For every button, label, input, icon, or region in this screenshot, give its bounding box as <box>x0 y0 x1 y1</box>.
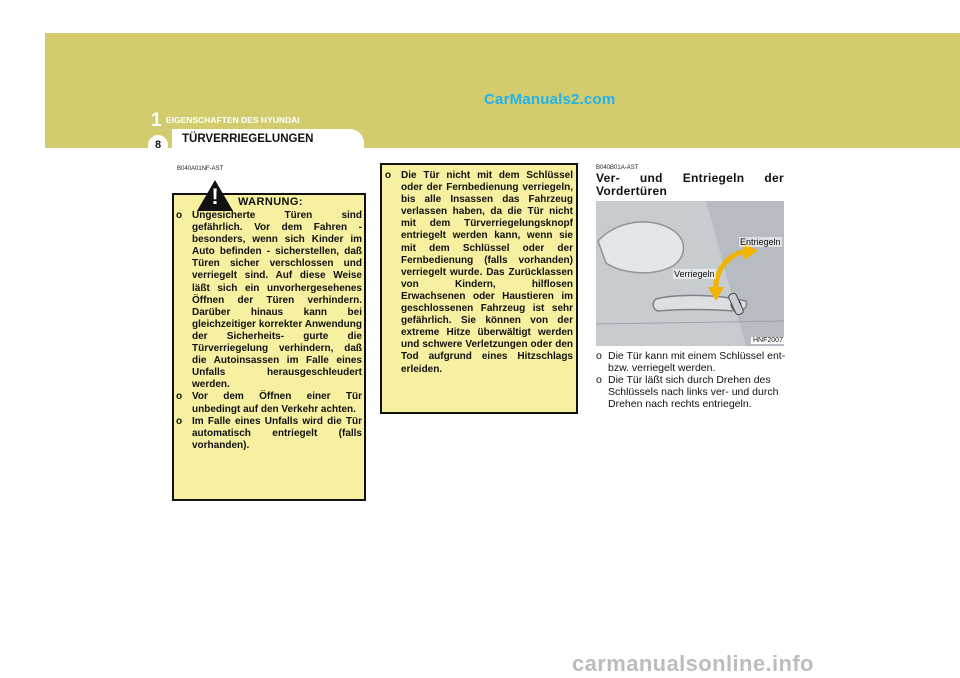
warning-2-item <box>385 170 573 376</box>
front-doors-item-text: Die Tür kann mit einem Schlüssel ent- bzw. verriegelt werden. <box>608 350 786 374</box>
bullet-mark: o <box>176 391 183 403</box>
figure-code: HNF2007 <box>753 337 783 344</box>
label-lock: Verriegeln <box>674 269 715 279</box>
front-doors-item <box>596 374 786 410</box>
front-doors-heading: Ver- und Entriegeln der Vordertüren <box>596 171 784 198</box>
bullet-mark: o <box>596 350 602 362</box>
warning-code: B040A01NF-AST <box>177 166 224 172</box>
label-unlock: Entriegeln <box>740 237 781 247</box>
bullet-mark: o <box>176 210 183 221</box>
warning-1-list <box>176 210 362 452</box>
watermark-bottom-link[interactable]: carmanualsonline.info <box>572 651 814 676</box>
page-number: 8 <box>148 135 168 155</box>
bullet-mark: o <box>176 415 183 427</box>
front-doors-code: B040B01A-AST <box>596 165 639 171</box>
section-title: TÜRVERRIEGELUNGEN <box>182 133 314 145</box>
warning-title: WARNUNG: <box>238 196 303 208</box>
warning-icon-mark: ! <box>211 184 219 209</box>
chapter-title: EIGENSCHAFTEN DES HYUNDAI <box>166 115 300 125</box>
bullet-mark: o <box>385 170 392 181</box>
warning-1-item-text: Ungesicherte Türen sind gefährlich. Vor dem Fahren - besonders, wenn sich Kinder im Auto befinden - sicherstellen, daß Türen sicher verschlossen und verriegelt sind. Auf diese Weise läßt sich ein unvorhergesehenes Öffnen der Türen verhindern. Darüber hinaus kann bei gleichzeitiger korrekter Anwendung der Sicherheits- gurte die Türverriegelung verhindern, daß die Autoinsassen im Falle eines Unfalls herausgeschleudert werden. <box>192 210 362 391</box>
warning-2-item-text: Die Tür nicht mit dem Schlüssel oder der Fernbedienung verriegeln, bis alle Insassen das Fahrzeug verlassen haben, da die Tür nicht mit dem Türverriegelungsknopf entriegelt werden kann, wenn sie mit dem Schlüssel oder der Fernbedienung (falls vorhanden) verriegelt wurde. Das Zurücklassen von Kindern, hilflosen Erwachsenen oder Haustieren im geschlossenen Fahrzeug ist sehr gefährlich. Sie können von der extreme Hitze überwältigt werden und schwere Verletzungen oder den Tod aufgrund eines Hitzschlags erleiden. <box>401 170 573 375</box>
front-doors-item <box>596 350 786 374</box>
warning-1-item <box>176 391 362 415</box>
warning-1-item <box>176 416 362 452</box>
watermark-top-link[interactable]: CarManuals2.com <box>484 91 616 108</box>
warning-1-item <box>176 210 362 391</box>
warning-2-list <box>385 170 573 376</box>
front-doors-list <box>596 350 786 410</box>
front-doors-item-text: Die Tür läßt sich durch Drehen des Schlüssels nach links ver- und durch Drehen nach rechts entriegeln. <box>608 374 779 410</box>
chapter-number: 1 <box>151 110 162 131</box>
warning-1-item-text: Im Falle eines Unfalls wird die Tür automatisch entriegelt (falls vorhanden). <box>192 415 362 451</box>
bullet-mark: o <box>596 374 602 386</box>
warning-1-item-text: Vor dem Öffnen einer Tür unbedingt auf den Verkehr achten. <box>192 391 362 415</box>
